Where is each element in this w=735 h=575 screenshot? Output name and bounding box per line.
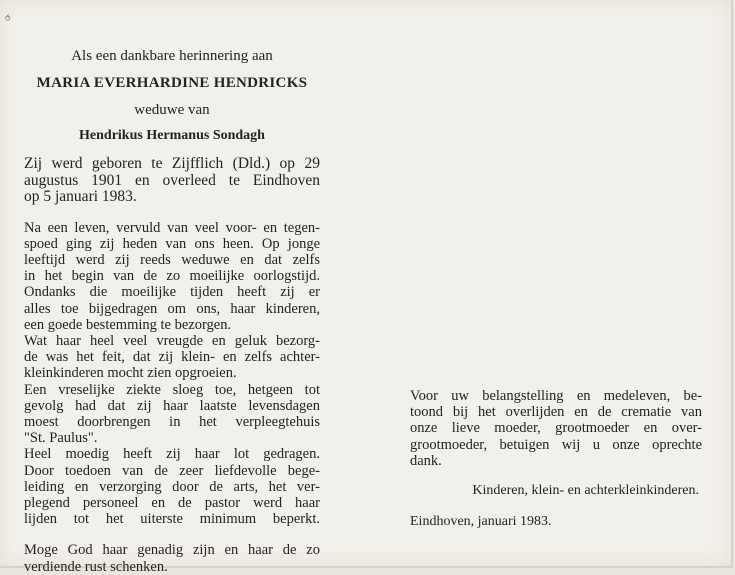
story-line: Wat haar heel veel vreugde en geluk bezorg- xyxy=(24,332,320,349)
widow-of-text: weduwe van xyxy=(134,102,210,118)
birth-line: augustus 1901 en overleed te Eindhoven xyxy=(24,171,320,189)
place-date: Eindhoven, januari 1983. xyxy=(410,514,552,530)
husband-name: Hendrikus Hermanus Sondagh xyxy=(79,128,265,143)
story-line: Een vreselijke ziekte sloeg toe, hetgeen tot xyxy=(24,381,320,398)
story-line: leiding en verzorging door de arts, het ver- xyxy=(24,478,320,495)
story-line: alles toe bijgedragen om ons, haar kinderen, xyxy=(24,300,320,317)
birth-paragraph xyxy=(24,156,320,206)
story-line: in het begin van de zo moeilijke oorlogstijd. xyxy=(24,268,320,285)
birth-line: op 5 januari 1983. xyxy=(24,188,137,205)
deceased-name: MARIA EVERHARDINE HENDRICKS xyxy=(36,75,308,91)
left-column xyxy=(24,46,320,575)
story-line: de was het feit, dat zij klein- en zelfs achter- xyxy=(24,349,320,366)
thanks-line: Voor uw belangstelling en medeleven, be- xyxy=(410,388,702,404)
story-line: Na een leven, vervuld van veel voor- en tegen- xyxy=(24,219,320,236)
story-line: "St. Paulus". xyxy=(24,430,98,447)
life-story-paragraph xyxy=(24,220,320,528)
right-column xyxy=(410,388,702,531)
intro-text: Als een dankbare herinnering aan xyxy=(71,48,273,64)
prayer-line: Moge God haar genadig zijn en haar de zo xyxy=(24,542,320,559)
story-line: een goede bestemming te bezorgen. xyxy=(24,316,232,333)
thanks-line: dank. xyxy=(410,452,442,469)
story-line: Heel moedig heeft zij haar lot gedragen. xyxy=(24,446,320,463)
story-line: Door toedoen van de zeer liefdevolle bege- xyxy=(24,462,320,479)
family-signature: Kinderen, klein- en achterkleinkinderen. xyxy=(472,483,699,499)
thanks-line: toond bij het overlijden en de crematie van xyxy=(410,404,702,421)
corner-mark: ⥀ xyxy=(5,14,11,23)
prayer-line: verdiende rust schenken. xyxy=(24,558,168,575)
thanks-line: grootmoeder, betuigen wij u onze oprechte xyxy=(410,436,702,453)
story-line: kleinkinderen mocht zien opgroeien. xyxy=(24,365,237,382)
story-line: plegend personeel en de pastor werd haar xyxy=(24,494,320,511)
story-line: leeftijd werd zij reeds weduwe en dat zelfs xyxy=(24,251,320,268)
thanks-line: onze lieve moeder, grootmoeder en over- xyxy=(410,420,702,437)
story-line: gevolg had dat zij haar laatste levensdagen xyxy=(24,397,320,414)
story-line: Ondanks die moeilijke tijden heeft zij er xyxy=(24,284,320,301)
thanks-paragraph xyxy=(410,388,702,469)
story-line: moest doorbrengen in het verpleegtehuis xyxy=(24,413,320,430)
story-line: spoed ging zij heden van ons heen. Op jonge xyxy=(24,235,320,252)
birth-line: Zij werd geboren te Zijfflich (Dld.) op 29 xyxy=(24,155,320,172)
story-line: lijden tot het uiterste minimum beperkt. xyxy=(24,511,320,528)
